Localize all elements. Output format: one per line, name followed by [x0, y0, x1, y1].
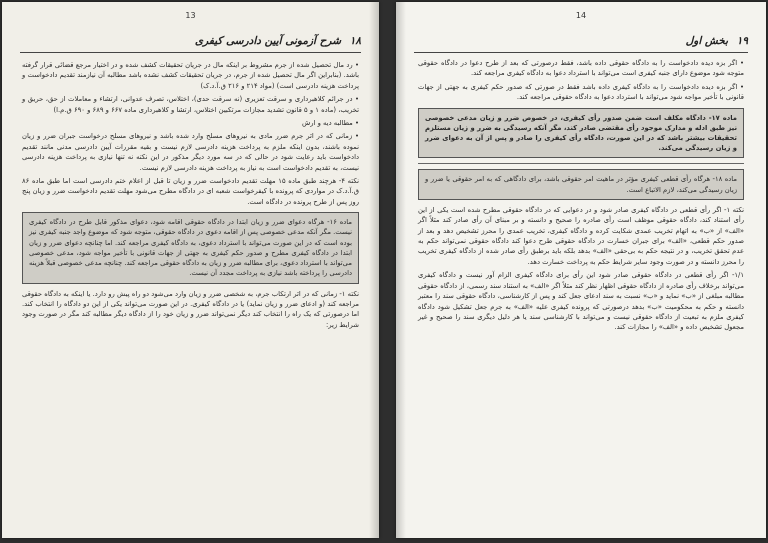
page-fold-shadow [396, 2, 406, 538]
note-paragraph: نکته ۱- زمانی که در اثر ارتکاب جرم، به شخصی ضرر و زیان وارد می‌شود دو راه پیش رو دارد. یا اینکه به دادگاه حقوقی مراجعه کند (و ادعای ضرر و زیان نماید) یا در دادگاه کیفری. در این صورت می‌تواند یکی از این دو دادگاه را انتخاب کند. اما درصورتی که یک راه را انتخاب کند دیگر نمی‌تواند ضرر و زیان خود را از دادگاه دیگر مطالبه کند مگر در صورت وجود شرایط زیر: [22, 289, 359, 329]
note-paragraph: ۱/۱- اگر رأی قطعی در دادگاه حقوقی صادر شود این رأی برای دادگاه کیفری الزام آور نیست و دادگاه کیفری می‌تواند برخلاف رأی صادره از دادگاه حقوقی اظهار نظر کند مثلاً اگر «الف» به استناد سند رسمی، از دادگاه حقوقی مطالبه مبلغی از «ب» نماید و «ب» نسبت به سند ادعای جعل کند و پس از کارشناسی، دادگاه حقوقی سند را معتبر دانسته و حکم به محکومیت «ب» بدهد درصورتی که پرونده کیفری علیه «الف» به جرم جعل تشکیل شود دادگاه کیفری ملزم به تبعیت از دادگاه حقوقی نیست و می‌تواند با کارشناسی سند یا هر دلیل دیگری سند را صحیح و غیر مجعول تشخیص داده و «الف» را مجازات کند. [418, 271, 744, 332]
bullet-paragraph: • مطالبه دیه و ارش [22, 118, 359, 128]
article-box: ماده ۱۸- هرگاه رأی قطعی کیفری مؤثر در ماهیت امر حقوقی باشد، برای دادگاهی که به امر حقوقی یا ضرر و زیان رسیدگی می‌کند، لازم الاتباع است. [418, 169, 744, 199]
header-page-number: ۱۹ [736, 35, 748, 47]
bullet-paragraph: • اگر بزه دیده دادخواست را به دادگاه حقوقی داده باشد، فقط درصورتی که بعد از طرح دعوا در دادگاه حقوقی متوجه شود موضوع دارای جنبه کیفری است می‌تواند با استرداد دعوا به دادگاه کیفری مراجعه کند. [418, 58, 744, 79]
page-number: 14 [575, 11, 587, 20]
header-section-title: بخش اول [685, 35, 728, 47]
bullet-paragraph: • در جرائم کلاهبرداری و سرقت تعزیری (نه سرقت حدی)، اختلاس، تصرف عدوانی، ارتشاء و معاملات از حق، حریق و تخریب، (ماده ۱ و ۵ قانون تشدید مجازات مرتکبین اختلاس، ارتشا و کلاهبرداری ماده ۶۶۷ و ۶۸۹ و ۶۹۰ ق.م.ا) [22, 94, 359, 115]
note-paragraph: نکته ۱- اگر رأی قطعی در دادگاه کیفری صادر شود و در دعوایی که در دادگاه حقوقی مطرح شده است یکی از این رأی استناد کند، دادگاه حقوقی موظف است رأی صادره را صحیح و دانسته و بر مبنای آن رأی صادر کند مثلاً اگر «الف» از «ب» به اتهام تخریب عمدی شکایت کرده و دادگاه کیفری، تخریب عمدی را محرز تشخیص دهد و بعد از صدور حکم قطعی، «الف» برای جبران خسارت در دادگاه حقوقی طرح دعوا کند دادگاه حقوقی نمی‌تواند حکم به عدم تحقق تخریب، و در نتیجه حکم به بی‌حقی «الف» بدهد بلکه باید برطبق رأی صادر شده از دادگاه کیفری تخریب را محرز دانسته و در صورت وجود سایر شرایط حکم به پرداخت خسارت دهد. [418, 205, 744, 266]
bullet-paragraph: • زمانی که در اثر جرم ضرر مادی به نیروهای مسلح وارد شده باشد و نیروهای مسلح درخواست جبران ضرر و زیان نموده باشند، بدون اینکه ملزم به پرداخت هزینه دادرسی لازم نیست و بقیه مقررات آیین دادرسی مدنی مانند تقدیم دادخواست باید رعایت شود در حالی که در سه مورد دیگر مذکور در این نکته نه تنها نیازی به پرداخت هزینه دادرسی نیست، به تقدیم دادخواست است به نیاز به پرداخت هزینه دادرسی لازم نیست. [22, 131, 359, 173]
article-box: ماده ۱۷- دادگاه مکلف است ضمن صدور رأی کیفری، در خصوص ضرر و زیان مدعی خصوصی نیز طبق ادله و مدارک موجود رأی مقتضی صادر کند، مگر آنکه رسیدگی به ضرر و زیان مستلزم تحقیقات بیشتر باشد که در این صورت، دادگاه رأی کیفری را صادر و پس از آن به دعوای ضرر و زیان رسیدگی می‌کند. [418, 108, 744, 159]
right-book-page [396, 2, 766, 538]
bullet-paragraph: • اگر بزه دیده دادخواست را به دادگاه کیفری داده باشد فقط در صورتی که صدور حکم کیفری به جهتی از جهات قانونی با تأخیر مواجه شود می‌تواند با استرداد دعوا به دادگاه حقوقی مراجعه کند. [418, 82, 744, 103]
note-paragraph: نکته ۴- هرچند طبق ماده ۱۵ مهلت تقدیم دادخواست ضرر و زیان تا قبل از اعلام ختم دادرسی است اما طبق ماده ۸۶ ق.آ.د.ک در مواردی که پرونده با کیفرخواست شعبه ای در دادگاه مطرح می‌شود مهلت تقدیم دادخواست ضرر و زیان پنج روز پس از طرح پرونده در دادگاه است. [22, 177, 359, 206]
running-head [414, 32, 748, 53]
page-body [22, 60, 359, 524]
page-fold-shadow [369, 2, 379, 538]
article-box: ماده ۱۶- هرگاه دعوای ضرر و زیان ابتدا در دادگاه حقوقی اقامه شود، دعوای مذکور قابل طرح در دادگاه کیفری نیست. مگر آنکه مدعی خصوصی پس از اقامه دعوی در دادگاه حقوقی، متوجه شود که موضوع واجد جنبه کیفری نیز بوده است که در این صورت می‌تواند با استرداد دعوی، به دادگاه کیفری مراجعه کند. اما چنانچه دعوای ضرر و زیان ابتدا در دادگاه کیفری مطرح و صدور حکم کیفری به جهتی از جهات قانونی با تأخیر مواجه شود، مدعی خصوصی می‌تواند با استرداد دعوی، برای مطالبه ضرر و زیان به دادگاه حقوقی مراجعه کند. چنانچه مدعی خصوصی قبلاً هزینه دادرسی را پرداخته باشد نیازی به پرداخت مجدد آن نیست. [22, 212, 359, 283]
page-body [418, 58, 744, 524]
header-page-number: ۱۸ [349, 35, 361, 47]
left-book-page [2, 2, 379, 538]
running-head [20, 32, 361, 53]
bullet-paragraph: • رد مال تحصیل شده از جرم مشروط بر اینکه مال در جریان تحقیقات کشف شده و در اختیار مرجع قضائی قرار گرفته باشد. (بنابراین اگر مال تحصیل شده از جرم، در جریان تحقیقات کشف نشده باشد مطالبه آن نیازمند تقدیم دادخواست و پرداخت هزینه دادرسی است) (مواد ۲۱۴ و ۲۱۶ ق.آ.د.ک) [22, 60, 359, 91]
page-number: 13 [185, 11, 196, 20]
header-book-title: شرح آزمونی آیین دادرسی کیفری [194, 35, 341, 47]
divider [418, 163, 744, 164]
